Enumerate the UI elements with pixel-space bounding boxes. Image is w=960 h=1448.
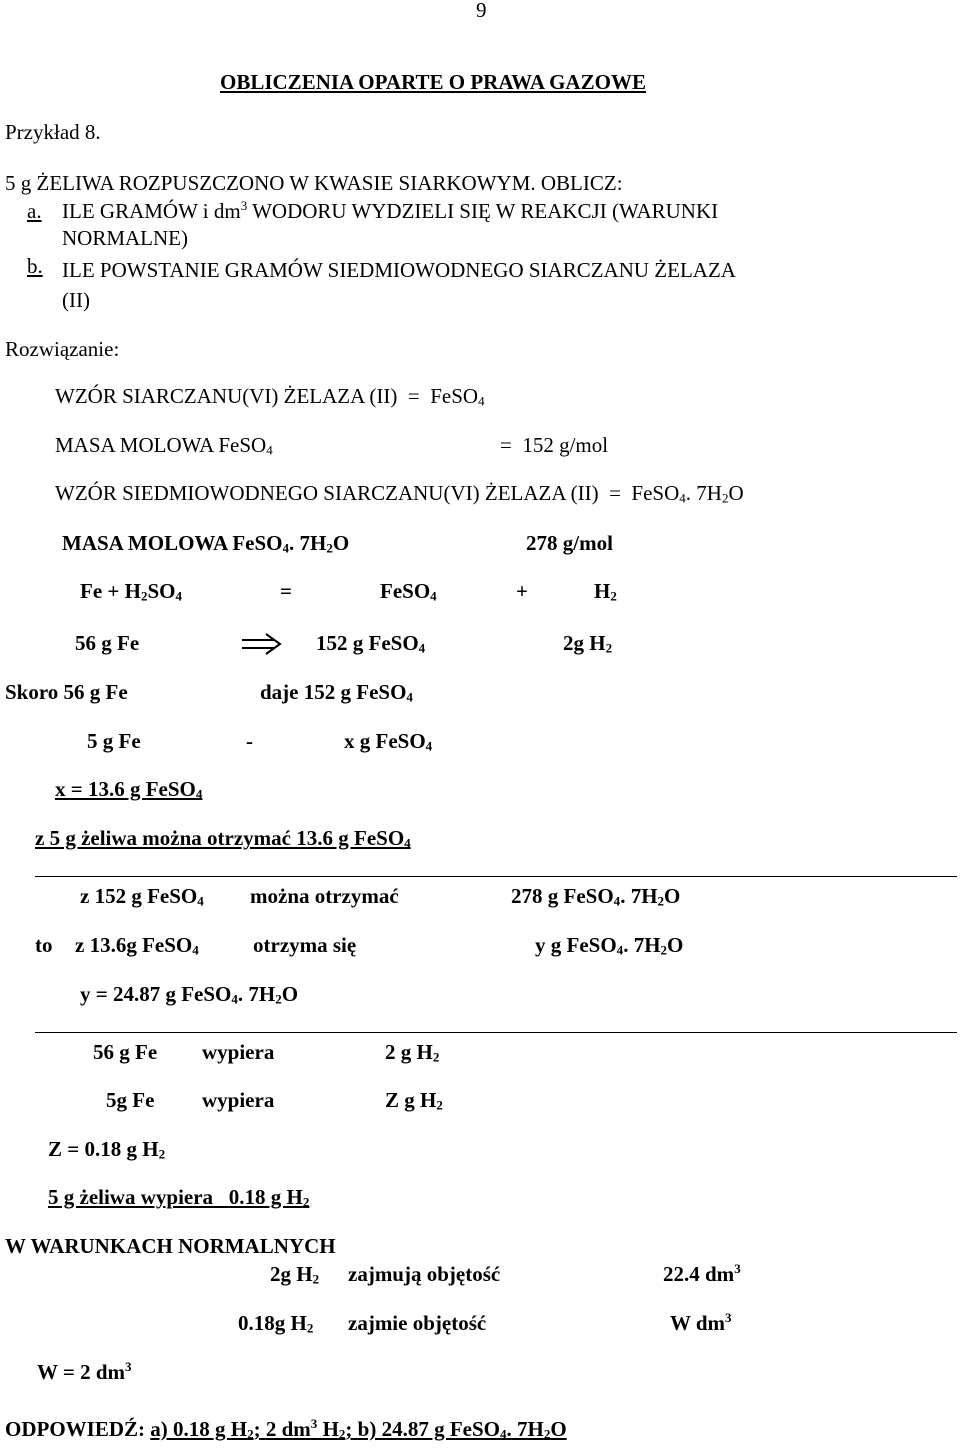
prop3-h2-2g: 2 g $H_2$ (385, 1040, 440, 1065)
prop2-line1-left: z 152 g FeSO$_4$ (80, 884, 204, 909)
nc-w-result: W = 2 $dm^3$ (37, 1358, 132, 1384)
reaction-lhs: $Fe + H_2SO_4$ (80, 579, 183, 604)
prop3-z-h2: Z g $H_2$ (385, 1088, 443, 1113)
reaction-h2: $H_2$ (594, 579, 617, 604)
molar-mass-label-2: MASA MOLOWA FeSO$_4$. $7H_2O$ (62, 531, 350, 556)
prop3-conclusion: 5 g żeliwa wypiera 0.18 g $H_2$ (48, 1185, 310, 1210)
prop1-x-result: x = 13.6 g FeSO$_4$ (55, 777, 203, 802)
stoich-fe: 56 g Fe (75, 631, 140, 655)
nc-line1-mid: zajmują objętość (348, 1262, 501, 1286)
formula-line-2: WZÓR SIEDMIOWODNEGO SIARCZANU(VI) ŻELAZA (II) = FeSO$_4$. $7H_2O$ (55, 481, 744, 506)
prop3-fe56: 56 g Fe (93, 1040, 158, 1064)
prop1-fe5: 5 g Fe (87, 729, 141, 753)
nc-line2-left: 0.18g $H_2$ (238, 1311, 314, 1336)
problem-b-line2: (II) (62, 288, 90, 312)
prop1-gives: daje 152 g FeSO$_4$ (260, 680, 413, 705)
prop2-line1-right: 278 g FeSO$_4$. $7H_2O$ (511, 884, 681, 909)
nc-line1-left: 2g $H_2$ (270, 1262, 320, 1287)
molar-mass-label-1: MASA MOLOWA FeSO$_4$ (55, 433, 273, 458)
problem-a-line2: NORMALNE) (62, 226, 188, 250)
prop1-given: Skoro 56 g Fe (5, 680, 128, 704)
prop3-fe5: 5g Fe (106, 1088, 155, 1112)
prop2-y-result: y = 24.87 g FeSO$_4$. $7H_2O$ (80, 982, 299, 1007)
normal-conditions-heading: W WARUNKACH NORMALNYCH (5, 1234, 336, 1258)
prop2-line2-right: y g FeSO$_4$. $7H_2O$ (535, 933, 684, 958)
prop2-line1-mid: można otrzymać (250, 884, 399, 908)
divider-2 (35, 1032, 957, 1033)
molar-mass-value-2: 278 g/mol (526, 531, 613, 555)
page-number: 9 (476, 0, 487, 22)
reaction-plus: + (516, 579, 528, 603)
answer-line: ODPOWIEDŹ: a) 0.18 g $H_2$; 2 $dm^3$ $H_2$; b) 24.87 g FeSO$_4$. $7H_2O$ (5, 1415, 567, 1442)
solution-label: Rozwiązanie: (5, 337, 120, 361)
prop2-line2-mid: otrzyma się (253, 933, 357, 957)
prop1-conclusion: z 5 g żeliwa można otrzymać 13.6 g FeSO$_4$ (35, 826, 411, 851)
problem-a-marker: a. (27, 199, 42, 223)
reaction-equals: = (280, 579, 292, 603)
nc-line2-right: W $dm^3$ (670, 1309, 732, 1335)
divider-1 (35, 876, 957, 877)
prop3-wypiera-1: wypiera (202, 1040, 275, 1064)
example-label: Przykład 8. (5, 120, 101, 144)
nc-line2-mid: zajmie objętość (348, 1311, 487, 1335)
formula-line-1: WZÓR SIARCZANU(VI) ŻELAZA (II) = FeSO$_4$ (55, 384, 485, 409)
problem-b-line1: ILE POWSTANIE GRAMÓW SIEDMIOWODNEGO SIARCZANU ŻELAZA (62, 258, 736, 282)
prop1-dash: - (246, 729, 253, 753)
nc-line1-right: 22.4 $dm^3$ (663, 1260, 741, 1286)
problem-a-line1: ILE GRAMÓW i $dm^3$ WODORU WYDZIELI SIĘ W REAKCJI (WARUNKI (62, 197, 719, 223)
prop2-to: to (35, 933, 53, 957)
implies-arrow-icon (240, 632, 284, 656)
molar-mass-value-1: = 152 g/mol (500, 433, 609, 457)
prop1-x: x g FeSO$_4$ (344, 729, 433, 754)
problem-b-marker: b. (27, 254, 43, 278)
prop2-line2-left: z 13.6g FeSO$_4$ (75, 933, 199, 958)
problem-intro: 5 g ŻELIWA ROZPUSZCZONO W KWASIE SIARKOWYM. OBLICZ: (5, 171, 623, 195)
stoich-feso4: 152 g FeSO$_4$ (316, 631, 426, 656)
page-title: OBLICZENIA OPARTE O PRAWA GAZOWE (220, 70, 646, 94)
reaction-feso4: FeSO$_4$ (380, 579, 437, 604)
prop3-z-result: Z = 0.18 g $H_2$ (48, 1137, 166, 1162)
stoich-h2: 2g $H_2$ (563, 631, 613, 656)
prop3-wypiera-2: wypiera (202, 1088, 275, 1112)
